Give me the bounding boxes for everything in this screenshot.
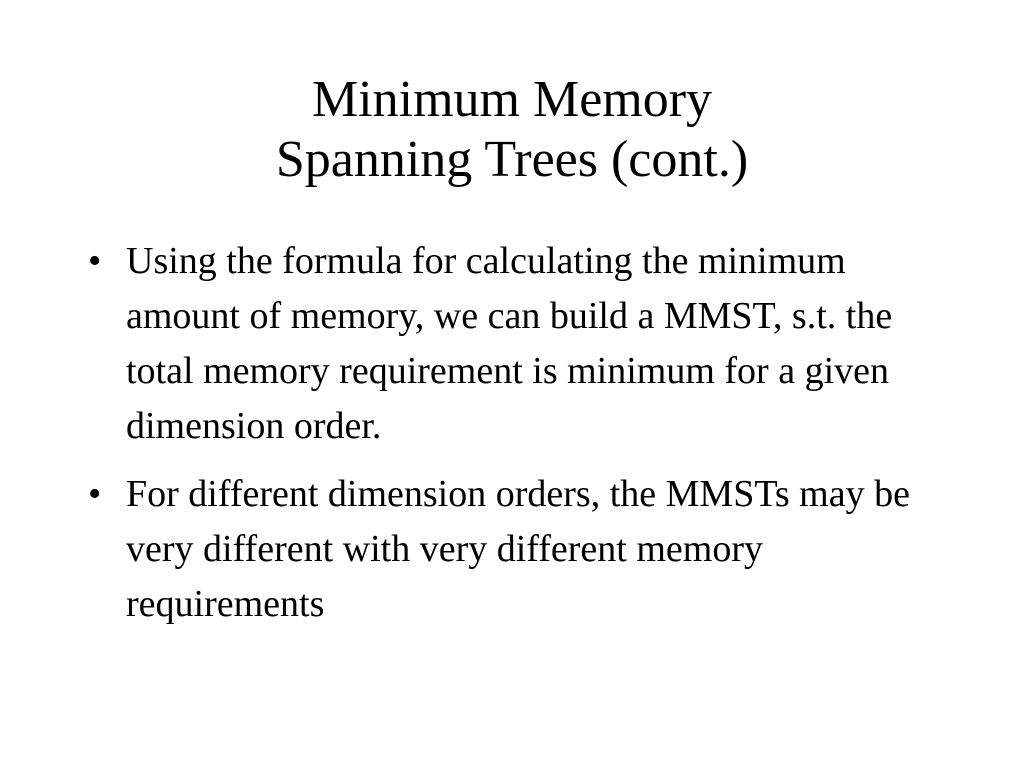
- bullet-list: [88, 234, 948, 645]
- slide-title: [0, 70, 1024, 190]
- bullet-item: [88, 467, 948, 632]
- bullet-icon: •: [88, 240, 102, 282]
- slide-title-line-1: Minimum Memory: [311, 71, 713, 128]
- bullet-icon: •: [88, 473, 102, 515]
- bullet-text: For different dimension orders, the MMSTs may be very different with very different memory requirements: [126, 473, 910, 625]
- bullet-item: [88, 234, 948, 454]
- bullet-text: Using the formula for calculating the minimum amount of memory, we can build a MMST, s.t. the total memory requirement is minimum for a given dimension order.: [126, 240, 893, 447]
- slide-title-line-2: Spanning Trees (cont.): [275, 131, 749, 188]
